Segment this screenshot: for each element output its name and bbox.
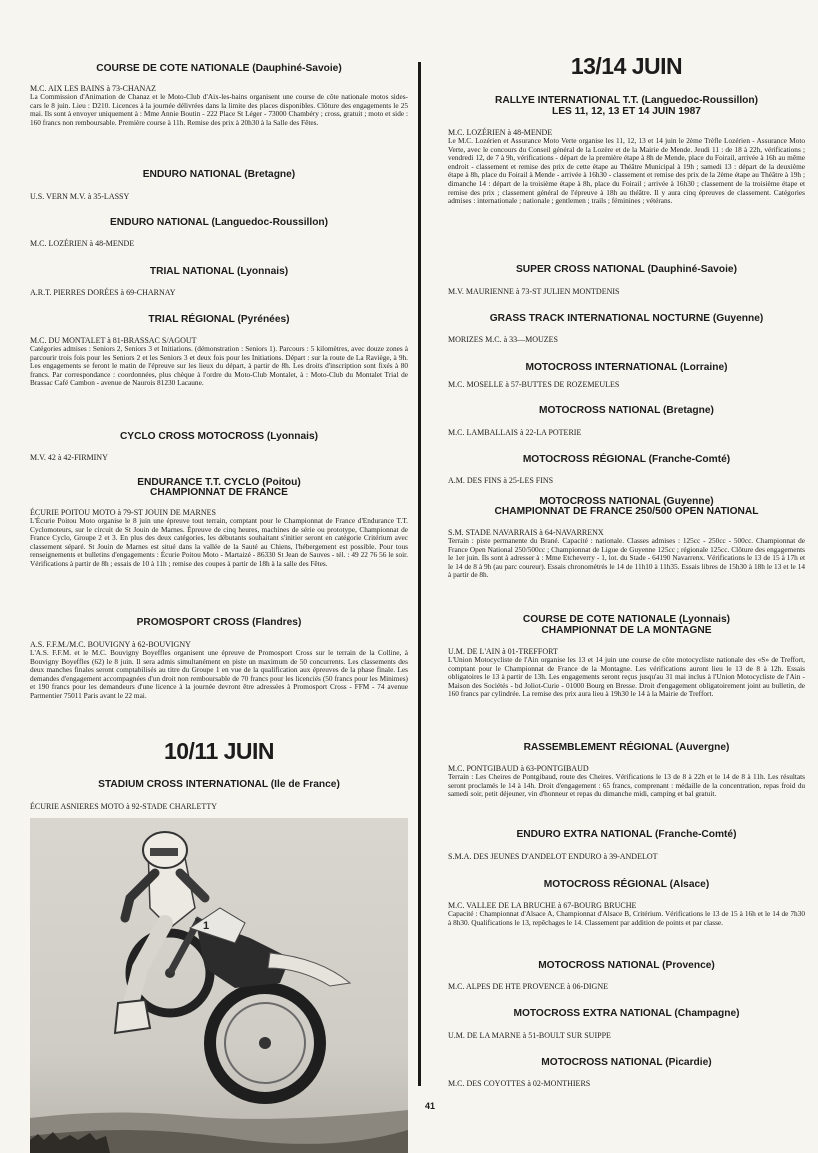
club-line: A.R.T. PIERRES DORÉES à 69-CHARNAY	[30, 288, 176, 297]
svg-text:1: 1	[203, 920, 210, 932]
section-heading: TRIAL NATIONAL (Lyonnais)	[149, 266, 289, 277]
section-heading: MOTOCROSS NATIONAL (Picardie)	[541, 1057, 712, 1068]
section-body: L'Union Motocycliste de l'Ain organise les 13 et 14 juin une course de côte motocycliste nationale des «S» de Treffort, comptant pour le Championnat de France de la Montagne. Les vérifications auront lieu le 13 de 8 à 12h. Essais obligatoires le 13 à partir de 13h. Les engagements seront reçus jusqu'au 31 mai inclus à l'Union Motocycliste de l'Ain - Maison des Sociétés - bd Joliot-Curie - 01000 Bourg en Bresse. Droit d'engagement obligatoirement joint au bulletin, de 160 francs par cylindrée. La remise des prix aura lieu à 19h30 le 14 à la Mairie de Treffort.	[448, 655, 805, 699]
section-heading: ENDURO NATIONAL (Bretagne)	[142, 169, 296, 180]
page-number: 41	[425, 1101, 436, 1111]
section-body: La Commission d'Animation de Chanaz et le Moto-Club d'Aix-les-bains organisent une course de côte nationale motos sides-cars le 8 juin. Lieu : D210. Licences à la journée délivrées dans la limite des places disponibles. Clôture des engagements le 25 mai. Ils sont à envoyer uniquement à : Mme Annie Boutin - 222 Place St Léger - 73000 Chambéry ; cross, gratuit ; moto et side : 160 francs non remboursable. Première course à 11h. Remise des prix à 20h30 à la Salle des Fêtes.	[30, 92, 408, 127]
club-line: M.C. MOSELLE à 57-BUTTES DE ROZEMEULES	[448, 380, 620, 389]
section-heading: MOTOCROSS EXTRA NATIONAL (Champagne)	[513, 1008, 740, 1019]
section-heading: ENDURO EXTRA NATIONAL (Franche-Comté)	[516, 829, 737, 840]
section-heading: COURSE DE COTE NATIONALE (Lyonnais)	[522, 614, 731, 625]
club-line: ÉCURIE POITOU MOTO à 79-ST JOUIN DE MARNES	[30, 508, 217, 517]
club-line: M.C. VALLEE DE LA BRUCHE à 67-BOURG BRUCHE	[448, 901, 637, 910]
club-line: M.C. LOZÉRIEN à 48-MENDE	[448, 128, 553, 137]
section-heading: MOTOCROSS RÉGIONAL (Alsace)	[543, 879, 710, 890]
section-heading: COURSE DE COTE NATIONALE (Dauphiné-Savoie)	[96, 63, 342, 74]
section-heading: GRASS TRACK INTERNATIONAL NOCTURNE (Guyenne)	[489, 313, 764, 324]
club-line: S.M. STADE NAVARRAIS à 64-NAVARRENX	[448, 528, 604, 537]
date-heading: 10/11 JUIN	[163, 738, 275, 764]
club-line: M.C. LOZÉRIEN à 48-MENDE	[30, 239, 135, 248]
club-line: M.C. LAMBALLAIS à 22-LA POTERIE	[448, 428, 582, 437]
section-heading: MOTOCROSS INTERNATIONAL (Lorraine)	[525, 362, 728, 373]
club-line: M.C. PONTGIBAUD à 63-PONTGIBAUD	[448, 764, 589, 773]
section-subheading: LES 11, 12, 13 ET 14 JUIN 1987	[552, 106, 701, 117]
club-line: U.S. VERN M.V. à 35-LASSY	[30, 192, 130, 201]
section-body: Catégories admises : Seniors 2, Seniors 3 et Initiations. (démonstration : Seniors 1). Parcours : 5 kilomètres, avec douze zones à parcourir trois fois pour les Seniors 2 et les Seniors 3 et deux fois pour les Initiations. Départ : sur la route de La Raviège, à 9h. Les engagements se feront le matin de l'épreuve sur les lieux du départ, à partir de 8h. Les droits d'inscription sont fixés à 80 francs. Par correspondance : coordonnées, plus chèque à l'ordre du Moto-Club Montalet, à : Moto-Club du Montalet Trial de Brassac Café Cambon - avenue de Naurois 81230 Lacaune.	[30, 344, 408, 388]
section-heading: ENDURANCE T.T. CYCLO (Poitou)	[137, 477, 301, 488]
club-line: A.M. DES FINS à 25-LES FINS	[448, 476, 554, 485]
section-body: Le M.C. Lozérien et Assurance Moto Verte organise les 11, 12, 13 et 14 juin le 2ème Trèfle Lozérien - Assurance Moto Verte, avec le concours du Conseil général de la Lozère et de la Mairie de Mende. Jeudi 11 : de 18 à 22h, vérifications ; vendredi 12, de 7 à 9h, vérifications - départ de la première étape à 8h de Mende, place du Foirail, arrivée à 16h au même endroit - classement et remise des prix de cette étape au Théâtre Municipal à 19h ; samedi 13 : départ de la deuxième étape à 8h, place du Foirail à Mende - arrivée à 16h30 - classement et remise des prix de la 2ème étape au Théâtre à 19h ; dimanche 14 : départ de la troisième étape à 8h, place du Foirail ; arrivée à 16h30 ; classement de la troisième étape et remise des prix ; classement général de l'épreuve à 18h au théâtre. Il y aura cinq épreuves de classement. Catégories admises : internationale ; nationale ; gentlemen ; trails ; féminines ; vétérans.	[448, 136, 805, 206]
club-line: M.C. AIX LES BAINS à 73-CHANAZ	[30, 84, 156, 93]
section-heading: TRIAL RÉGIONAL (Pyrénées)	[148, 314, 290, 325]
section-subheading: CHAMPIONNAT DE FRANCE	[150, 487, 288, 498]
section-heading: MOTOCROSS NATIONAL (Guyenne)	[539, 496, 714, 507]
section-body: Terrain : Les Cheires de Pontgibaud, route des Cheires. Vérifications le 13 de 8 à 22h et le 14 de 8 à 11h. Les résultats seront proclamés le 14 à 14h. Droit d'engagement : 65 francs, comprenant : médaille de la concentration, repas froid du samedi soir, petit déjeuner, vin d'honneur et repas du dimanche midi, camping et bal gratuit.	[448, 772, 805, 799]
club-line: U.M. DE L'AIN à 01-TREFFORT	[448, 647, 558, 656]
section-body: L'A.S. F.F.M. et le M.C. Bouvigny Boyeffles organisent une épreuve de Promosport Cross sur le terrain de la Colline, à Bouvigny Boyeffles (62) le 8 juin. Il sera admis simultanément en piste un maximum de 50 concurrents. Les classements des deux manches finales seront comptabilisés au titre du Groupe 1 en vue de la qualification aux épreuves de la phase finale. Les demandes d'engagement accompagnées d'un droit non remboursable de 70 francs pour les licenciés (50 francs pour les Minimes) et 190 francs pour les demandeurs d'une licence à la journée devront être adressées à Promosport Cross - FFM - 74 avenue Parmentier 75011 Paris avant le 22 mai.	[30, 648, 408, 700]
club-line: S.M.A. DES JEUNES D'ANDELOT ENDURO à 39-ANDELOT	[448, 852, 658, 861]
section-subheading: CHAMPIONNAT DE FRANCE 250/500 OPEN NATIONAL	[494, 506, 759, 517]
section-heading: STADIUM CROSS INTERNATIONAL (Ile de France)	[98, 779, 340, 790]
date-heading: 13/14 JUIN	[570, 53, 683, 79]
club-line: MORIZES M.C. à 33—MOUZES	[448, 335, 559, 344]
motocross-rider-photo	[30, 818, 408, 1153]
section-heading: RASSEMBLEMENT RÉGIONAL (Auvergne)	[523, 742, 730, 753]
section-heading: MOTOCROSS NATIONAL (Bretagne)	[539, 405, 714, 416]
club-line: U.M. DE LA MARNE à 51-BOULT SUR SUIPPE	[448, 1031, 611, 1040]
club-line: M.C. DES COYOTTES à 02-MONTHIERS	[448, 1079, 591, 1088]
club-line: M.C. DU MONTALET à 81-BRASSAC S/AGOUT	[30, 336, 197, 345]
section-heading: ENDURO NATIONAL (Languedoc-Roussillon)	[109, 217, 329, 228]
section-heading: MOTOCROSS RÉGIONAL (Franche-Comté)	[522, 454, 731, 465]
section-heading: CYCLO CROSS MOTOCROSS (Lyonnais)	[119, 431, 319, 442]
club-line: M.C. ALPES DE HTE PROVENCE à 06-DIGNE	[448, 982, 608, 991]
section-heading: SUPER CROSS NATIONAL (Dauphiné-Savoie)	[516, 264, 737, 275]
section-heading: MOTOCROSS NATIONAL (Provence)	[538, 960, 715, 971]
section-body: Terrain : piste permanente du Brané. Capacité : nationale. Classes admises : 125cc - 250cc - 500cc. Championnat de France Open National 250/500cc ; Championnat de Ligue de Guyenne 125cc ; régionale 125cc. Clôture des engagements le 1er juin. Ils sont à adresser à : Mme Etcheverry - 1, lot. du Stade - 64190 Navarrenx. Vérifications le 13 de 15 à 17h et le 14 de 8 à 9h (au parc coureur). Essais chronométrés le 14 de 11h10 à 11h35. Essais libres de 15h30 à 18h le 13 et le 14 à partir de 8h.	[448, 536, 805, 580]
column-divider	[418, 62, 421, 1086]
section-body: L'Écurie Poitou Moto organise le 8 juin une épreuve tout terrain, comptant pour le Championnat de France d'Endurance T.T. Cyclomoteurs, sur le circuit de St Jouin de Marnes. Épreuve de cinq heures, machines de série ou prototype, Championnat de France Cyclo, Groupe 2 et 3. En plus des deux catégories, les débutants souhaitant s'initier seront en catégorie Critérium avec classement séparé. St Jouin de Marnes est situé dans la vallée de la Sauté au Chiens, l'hébergement est possible. Pour tous renseignements et bulletins d'engagements : Écurie Poitou Moto - Martaizé - 86330 St Jean de Sauves - tél. : 49 22 76 56 le soir. Vérifications à partir de 8h ; essais de 10 à 11h ; remise des coupes à partir de 18h à la salle des Fêtes.	[30, 516, 408, 568]
club-line: ÉCURIE ASNIERES MOTO à 92-STADE CHARLETTY	[30, 802, 217, 811]
club-line: M.V. 42 à 42-FIRMINY	[30, 453, 108, 462]
section-subheading: CHAMPIONNAT DE LA MONTAGNE	[541, 625, 712, 636]
club-line: A.S. F.F.M./M.C. BOUVIGNY à 62-BOUVIGNY	[30, 640, 191, 649]
section-heading: RALLYE INTERNATIONAL T.T. (Languedoc-Roussillon)	[495, 95, 758, 106]
section-heading: PROMOSPORT CROSS (Flandres)	[136, 617, 302, 628]
club-line: M.V. MAURIENNE à 73-ST JULIEN MONTDENIS	[448, 287, 620, 296]
section-body: Capacité : Championnat d'Alsace A, Championnat d'Alsace B, Critérium. Vérifications le 13 de 15 à 16h et le 14 de 7h30 à 8h30. Qualifications le 13, repêchages le 14. Classement par addition de points et par classe.	[448, 909, 805, 927]
